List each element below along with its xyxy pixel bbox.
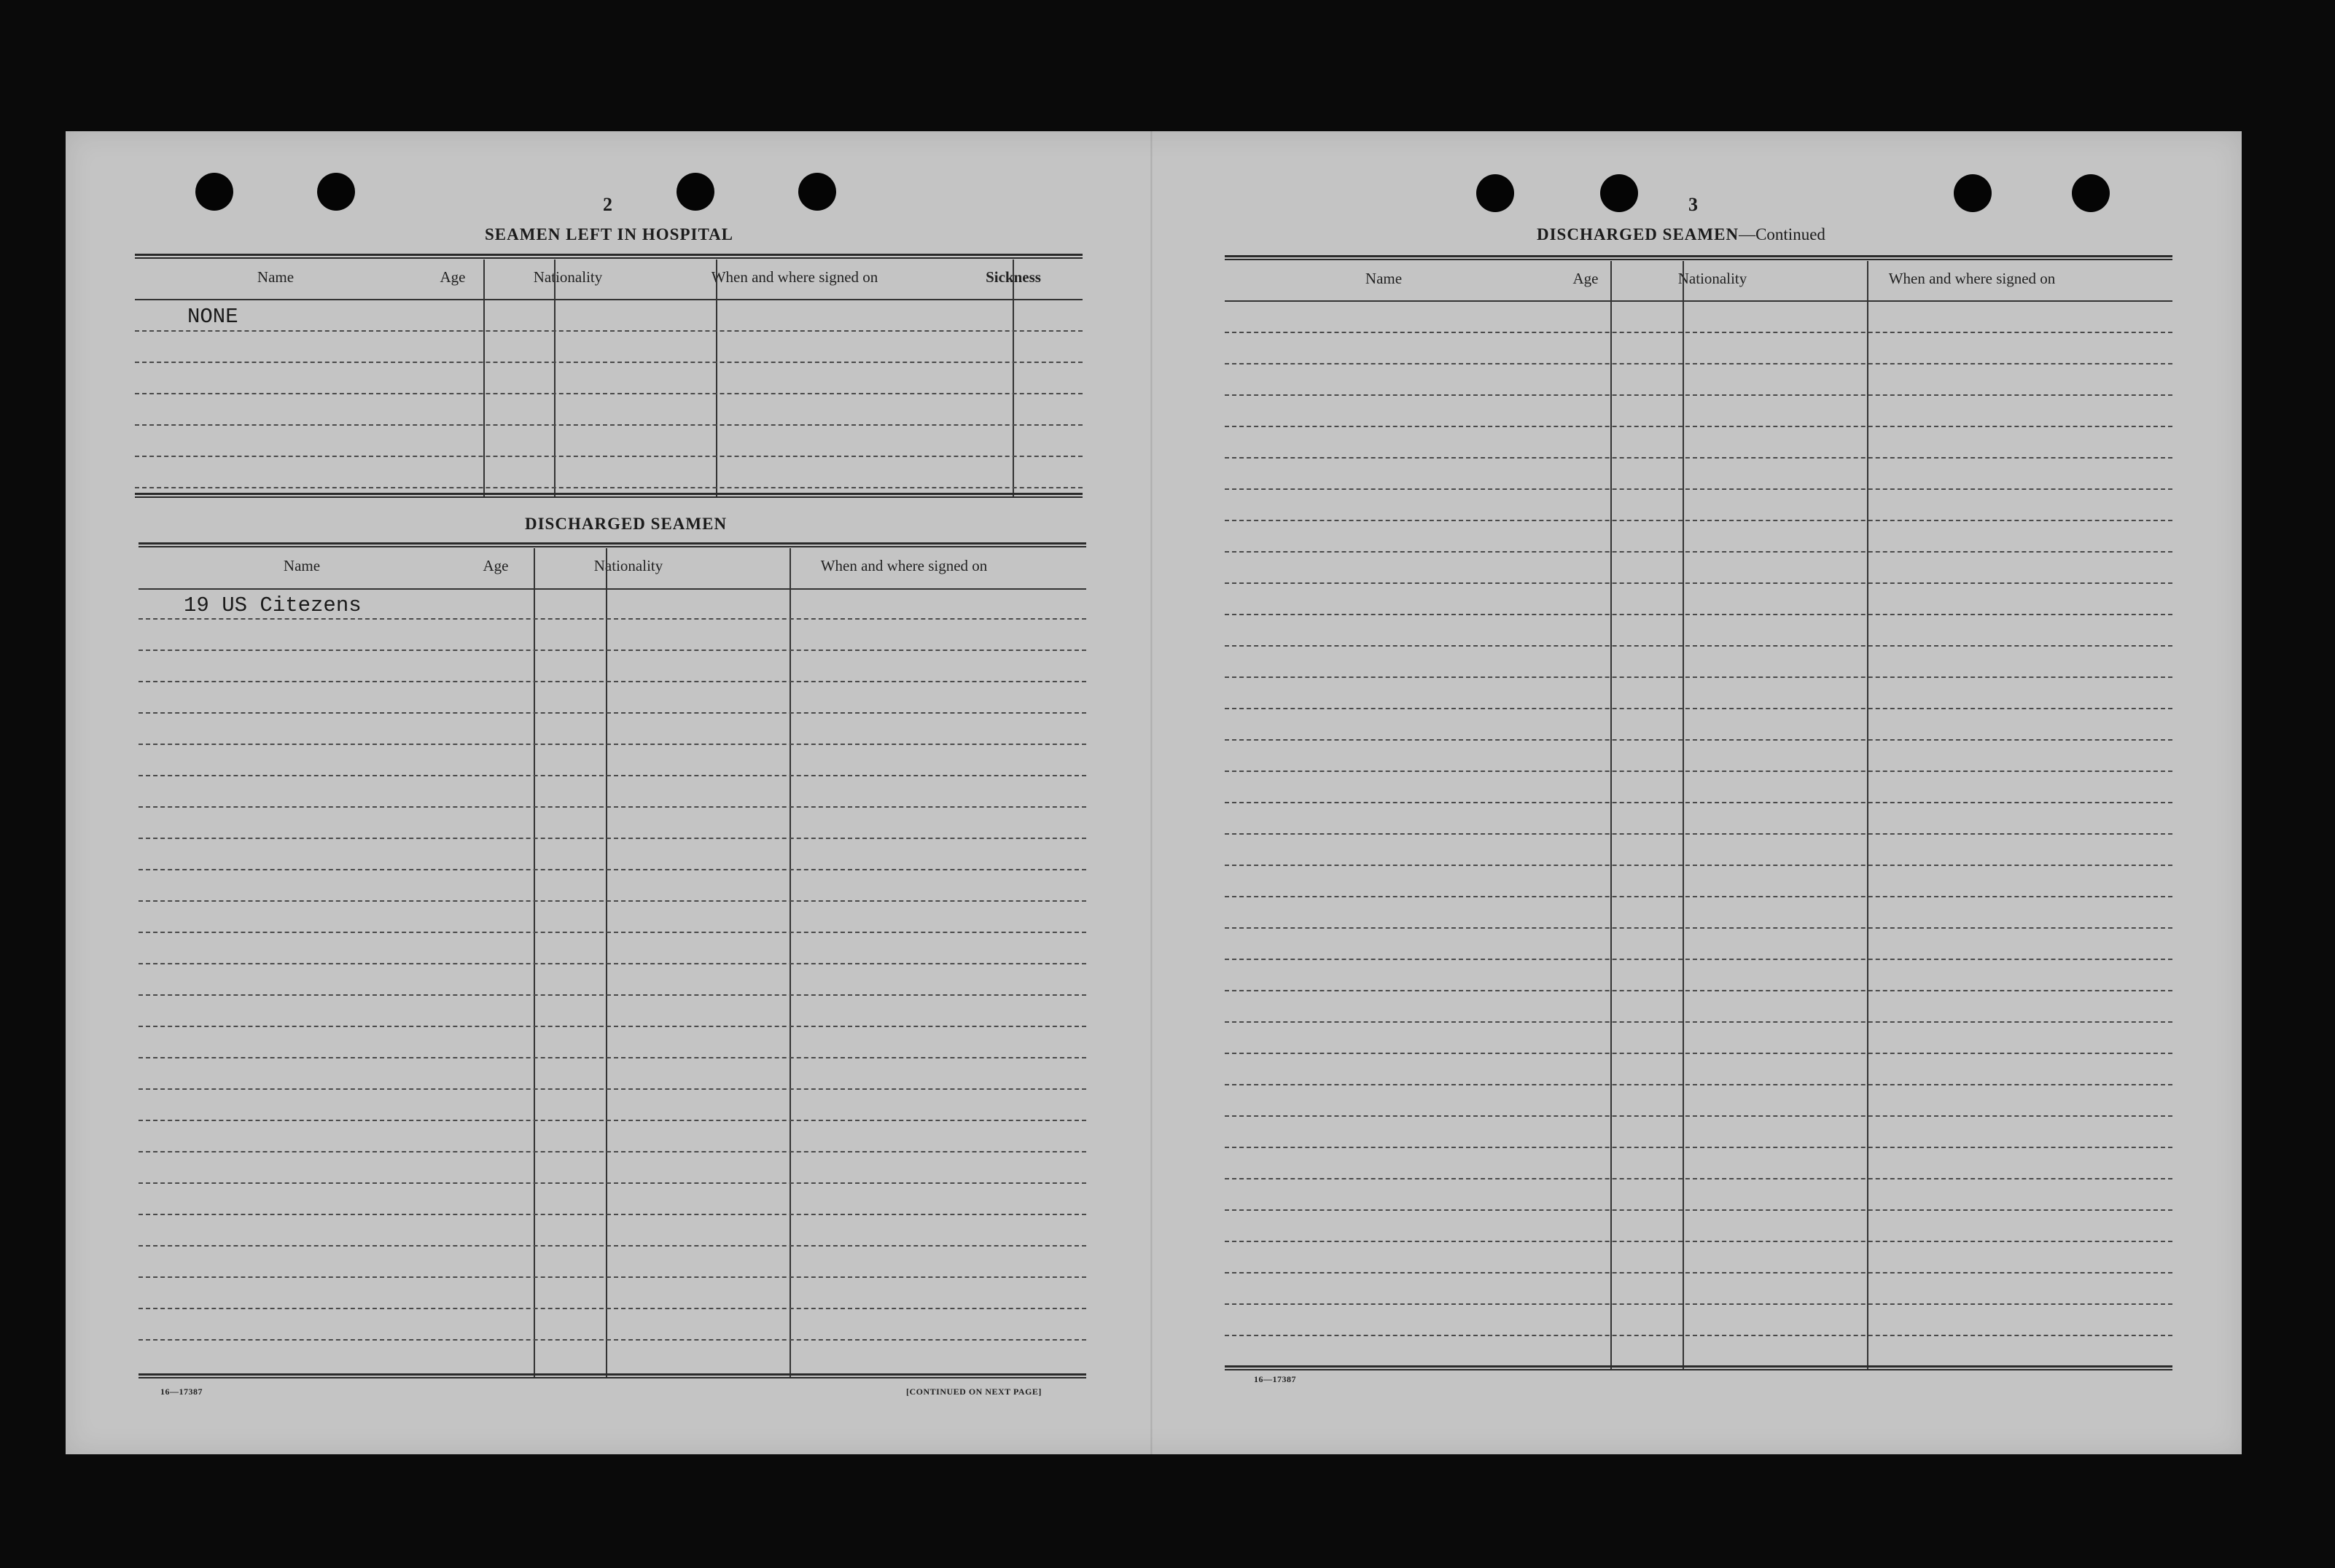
punch-hole [677, 173, 714, 211]
hospital-table [135, 254, 1083, 498]
continued-col-nationality: Nationality [1677, 270, 1747, 287]
writing-line [1225, 1021, 2172, 1023]
punch-hole [195, 173, 233, 211]
writing-line [1225, 645, 2172, 647]
writing-line [1225, 708, 2172, 709]
writing-line [139, 775, 1086, 776]
writing-line [1225, 520, 2172, 521]
discharged-entry-name: 19 US Citezens [184, 593, 362, 617]
center-fold [1150, 131, 1153, 1454]
left-page-number: 2 [603, 194, 612, 215]
writing-line [139, 712, 1086, 714]
writing-line [139, 744, 1086, 745]
left-form-number: 16—17387 [160, 1386, 203, 1397]
hospital-col-name: Name [257, 268, 295, 286]
table-bottom-rule [135, 493, 1083, 498]
writing-line [1225, 1303, 2172, 1305]
hospital-section-title: SEAMEN LEFT IN HOSPITAL [485, 225, 734, 243]
writing-line [139, 1339, 1086, 1341]
writing-line [1225, 1115, 2172, 1117]
punch-hole [317, 173, 355, 211]
writing-line [135, 330, 1083, 332]
writing-line [139, 1276, 1086, 1278]
writing-line [1225, 332, 2172, 333]
writing-line [139, 1245, 1086, 1247]
punch-hole [798, 173, 836, 211]
hospital-col-nationality: Nationality [533, 268, 603, 286]
discharged-table [139, 542, 1086, 1378]
writing-line [1225, 1209, 2172, 1211]
discharged-col-age: Age [483, 557, 509, 574]
writing-line [1225, 488, 2172, 490]
column-rule [1867, 261, 1868, 1370]
hospital-col-age: Age [440, 268, 466, 286]
writing-line [139, 1088, 1086, 1090]
discharged-continued-table [1225, 255, 2172, 1370]
discharged-continued-title-suffix: —Continued [1739, 225, 1825, 243]
writing-line [139, 932, 1086, 933]
discharged-continued-title [1537, 225, 1825, 244]
writing-line [139, 1151, 1086, 1152]
writing-line [139, 650, 1086, 651]
writing-line [1225, 1272, 2172, 1273]
writing-line [1225, 1084, 2172, 1085]
column-rule [483, 260, 485, 498]
writing-line [139, 806, 1086, 808]
punch-hole [1476, 174, 1514, 212]
right-form-number: 16—17387 [1254, 1374, 1296, 1384]
table-bottom-rule [139, 1373, 1086, 1378]
writing-line [135, 456, 1083, 457]
writing-line [1225, 426, 2172, 427]
writing-line [1225, 1053, 2172, 1054]
continued-col-signed-on: When and where signed on [1888, 270, 2056, 287]
writing-line [1225, 802, 2172, 803]
column-rule [716, 260, 717, 498]
punch-hole [1954, 174, 1992, 212]
writing-line [1225, 771, 2172, 772]
open-logbook-sheet [66, 131, 2242, 1454]
writing-line [139, 838, 1086, 839]
discharged-col-name: Name [283, 557, 321, 574]
writing-line [1225, 927, 2172, 929]
writing-line [1225, 959, 2172, 960]
discharged-continued-title-main: DISCHARGED SEAMEN [1537, 225, 1739, 243]
column-rule [1683, 261, 1684, 1370]
continued-note: [CONTINUED ON NEXT PAGE] [906, 1386, 1042, 1397]
punch-hole [2072, 174, 2110, 212]
writing-line [1225, 1178, 2172, 1179]
writing-line [1225, 457, 2172, 459]
table-bottom-rule [1225, 1365, 2172, 1370]
column-rule [554, 260, 556, 498]
writing-line [139, 900, 1086, 902]
writing-line [1225, 582, 2172, 584]
writing-line [139, 1057, 1086, 1058]
writing-line [139, 1182, 1086, 1184]
writing-line [1225, 394, 2172, 396]
writing-line [139, 1120, 1086, 1121]
hospital-col-signed-on: When and where signed on [711, 268, 878, 286]
writing-line [1225, 1335, 2172, 1336]
punch-hole [1600, 174, 1638, 212]
writing-line [1225, 896, 2172, 897]
writing-line [135, 362, 1083, 363]
writing-line [139, 994, 1086, 996]
hospital-col-sickness: Sickness [986, 268, 1041, 286]
column-rule [1610, 261, 1612, 1370]
discharged-col-nationality: Nationality [593, 557, 663, 574]
writing-line [139, 963, 1086, 964]
writing-line [139, 1308, 1086, 1309]
writing-line [139, 1214, 1086, 1215]
writing-line [135, 393, 1083, 394]
writing-line [1225, 833, 2172, 835]
continued-col-name: Name [1365, 270, 1403, 287]
writing-line [1225, 739, 2172, 741]
writing-line [135, 487, 1083, 488]
right-page-number: 3 [1688, 194, 1698, 215]
hospital-entry-name: NONE [187, 305, 238, 329]
writing-line [1225, 363, 2172, 364]
writing-line [1225, 1241, 2172, 1242]
discharged-col-signed-on: When and where signed on [820, 557, 988, 574]
writing-line [139, 1026, 1086, 1027]
writing-line [139, 618, 1086, 620]
writing-line [139, 869, 1086, 870]
writing-line [1225, 1147, 2172, 1148]
writing-line [1225, 865, 2172, 866]
writing-line [1225, 551, 2172, 553]
writing-line [139, 681, 1086, 682]
writing-line [1225, 990, 2172, 991]
writing-line [1225, 614, 2172, 615]
continued-col-age: Age [1572, 270, 1599, 287]
discharged-section-title: DISCHARGED SEAMEN [525, 515, 728, 533]
writing-line [135, 424, 1083, 426]
column-rule [1013, 260, 1014, 498]
writing-line [1225, 676, 2172, 678]
